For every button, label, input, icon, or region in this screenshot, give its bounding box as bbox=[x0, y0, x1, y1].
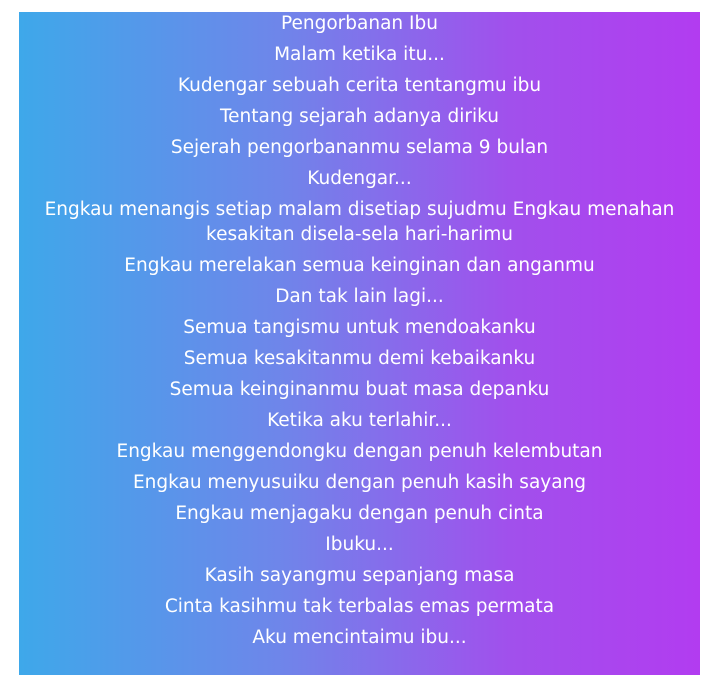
poem-line: Semua kesakitanmu demi kebaikanku bbox=[183, 348, 536, 369]
poem-line: Kudengar... bbox=[307, 168, 412, 189]
poem-line: Engkau menggendongku dengan penuh kelembutan bbox=[116, 441, 603, 462]
poem-line: Dan tak lain lagi... bbox=[275, 286, 444, 307]
poem-title: Pengorbanan Ibu bbox=[281, 13, 438, 34]
poem-line: Tentang sejarah adanya diriku bbox=[219, 106, 500, 127]
poem-line: Kasih sayangmu sepanjang masa bbox=[204, 565, 515, 586]
poem-line: Cinta kasihmu tak terbalas emas permata bbox=[164, 596, 555, 617]
poem-card bbox=[19, 12, 700, 675]
poem-line: Engkau menjagaku dengan penuh cinta bbox=[175, 503, 544, 524]
poem-line: Malam ketika itu... bbox=[274, 44, 445, 65]
poem-text bbox=[19, 12, 700, 650]
poem-line: Engkau menangis setiap malam disetiap sujudmu Engkau menahan kesakitan disela-sela hari-harimu bbox=[44, 199, 675, 245]
poem-line: Ketika aku terlahir... bbox=[267, 410, 452, 431]
poem-line: Semua keinginanmu buat masa depanku bbox=[169, 379, 550, 400]
poem-line: Kudengar sebuah cerita tentangmu ibu bbox=[177, 75, 542, 96]
poem-line: Semua tangismu untuk mendoakanku bbox=[183, 317, 536, 338]
poem-line: Ibuku... bbox=[325, 534, 394, 555]
poem-line: Aku mencintaimu ibu... bbox=[252, 627, 467, 648]
poem-line: Engkau merelakan semua keinginan dan anganmu bbox=[124, 255, 595, 276]
poem-line: Sejerah pengorbananmu selama 9 bulan bbox=[170, 137, 549, 158]
poem-line: Engkau menyusuiku dengan penuh kasih sayang bbox=[132, 472, 587, 493]
